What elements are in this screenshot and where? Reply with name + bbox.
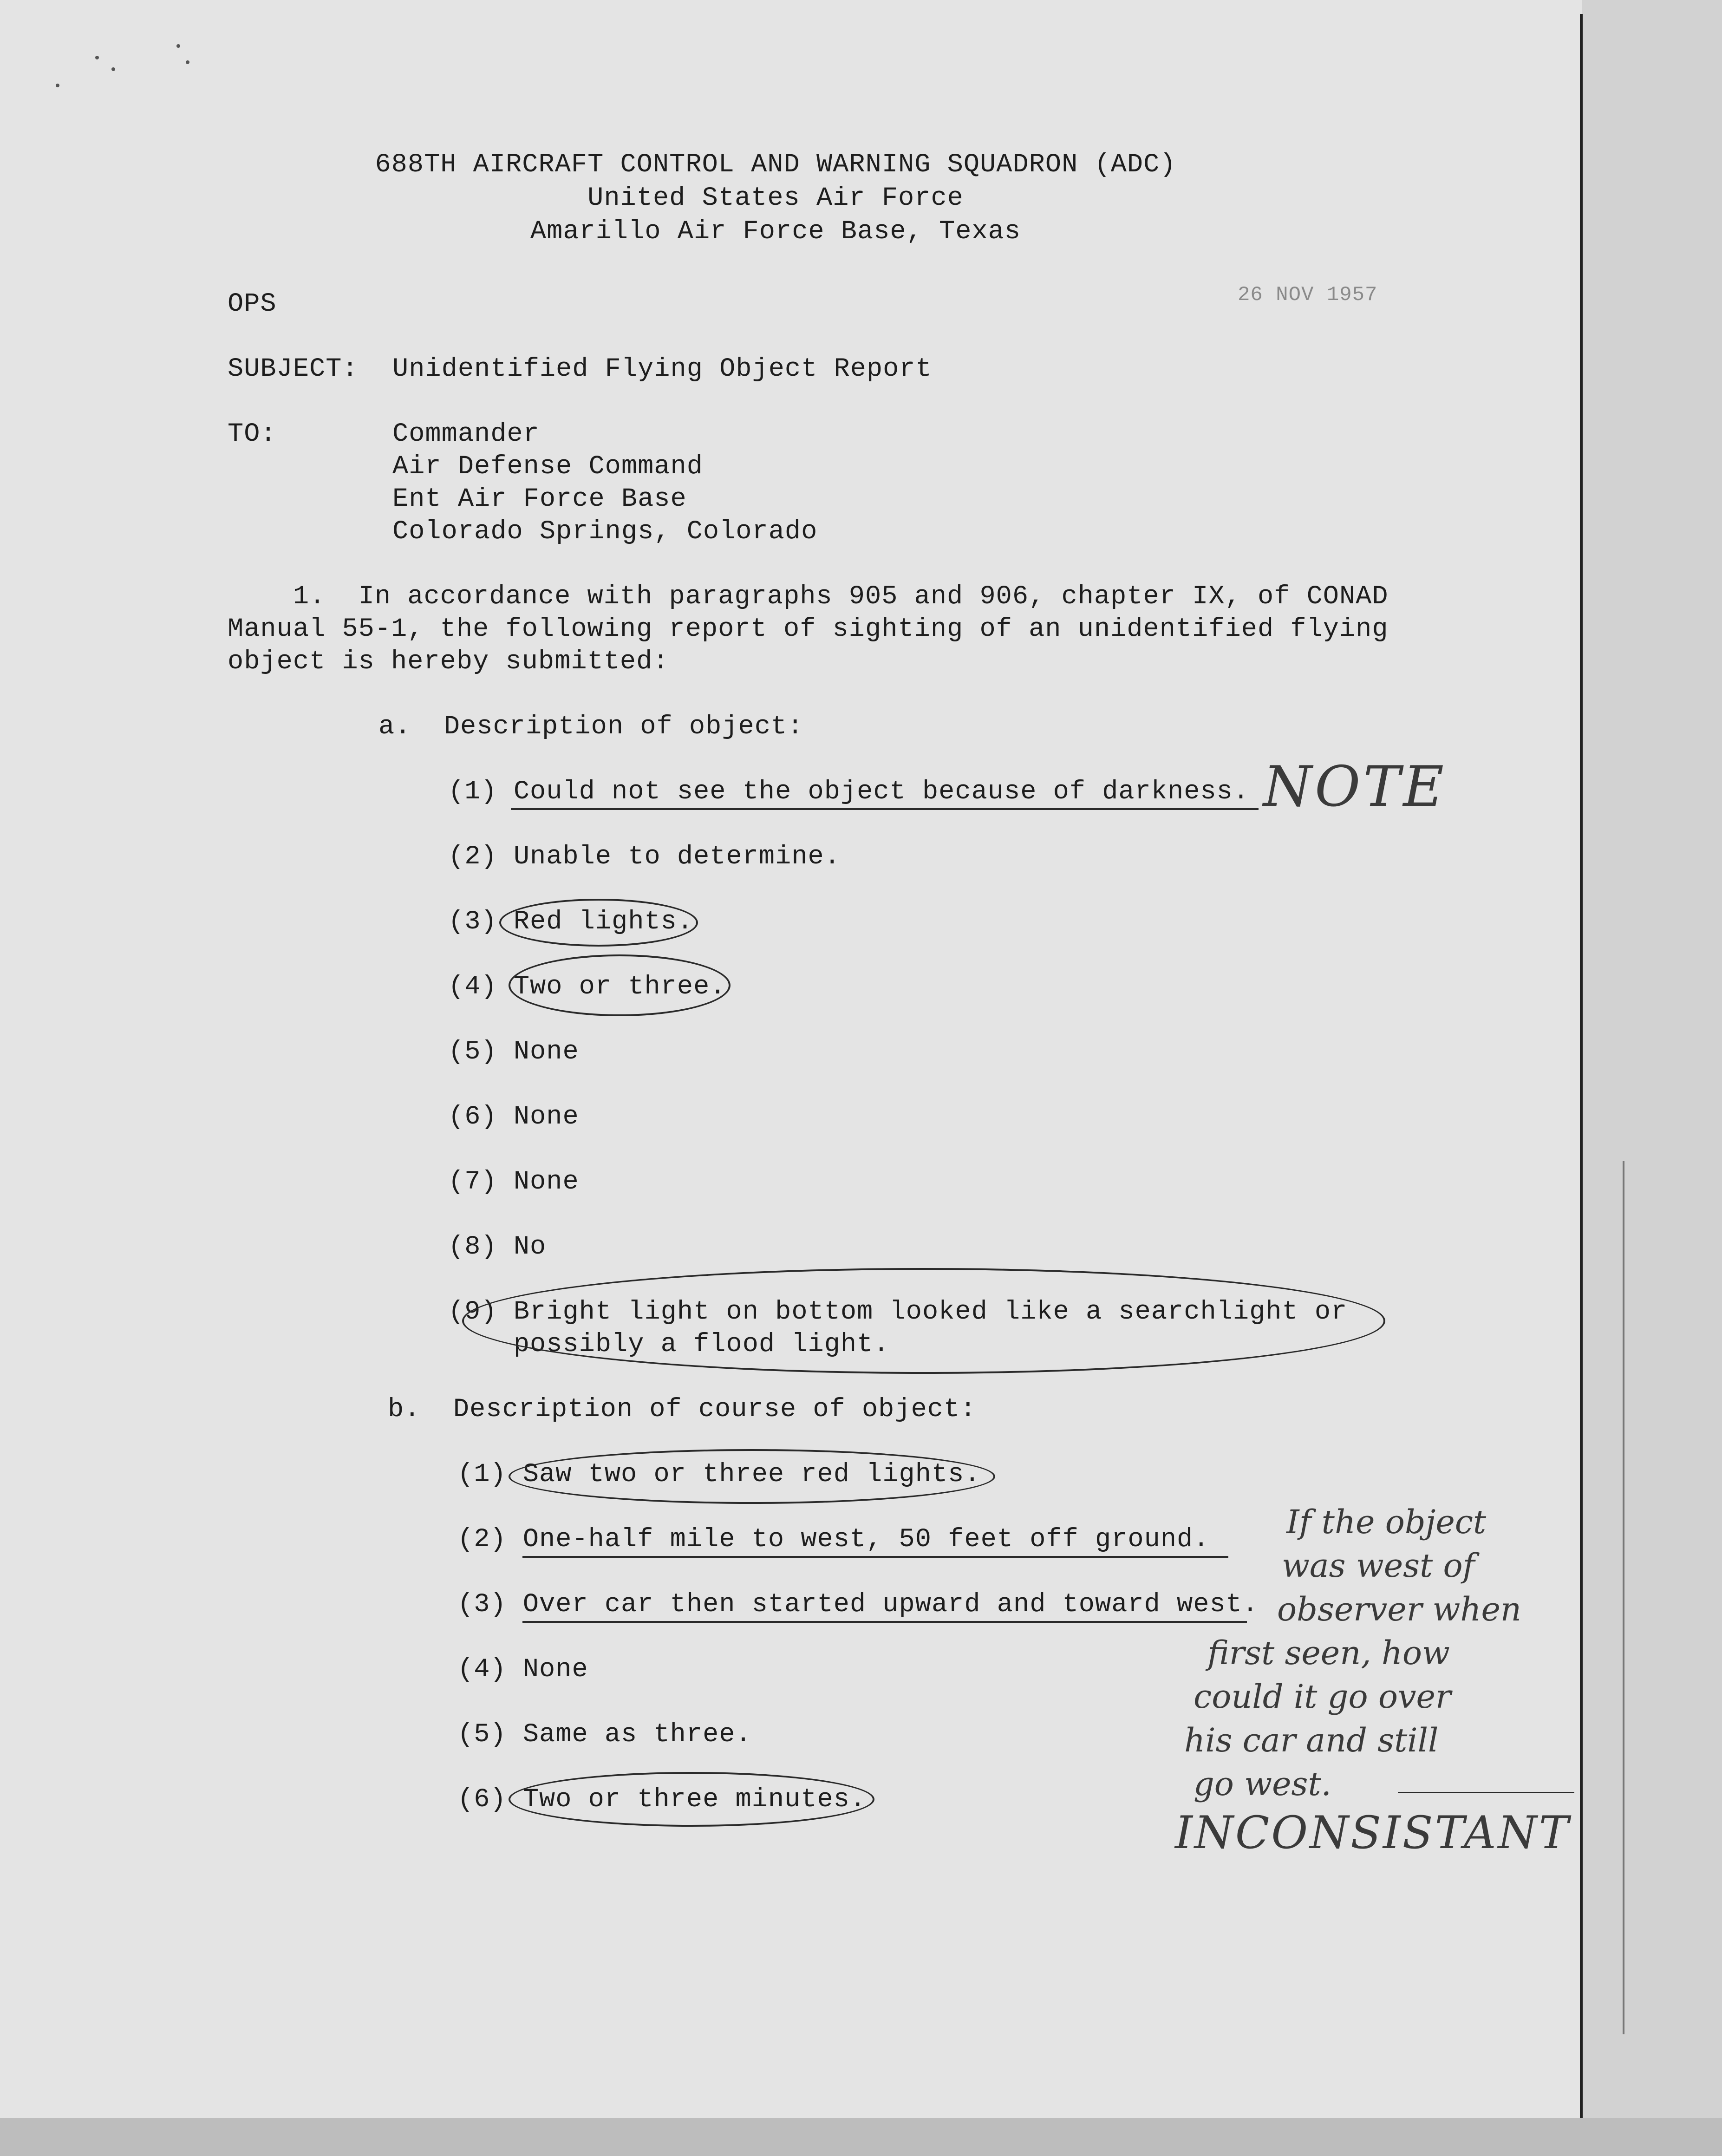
- margin-comment-line: his car and still: [1184, 1721, 1439, 1759]
- list-item: (2) One-half mile to west, 50 feet off ground.: [457, 1525, 1210, 1555]
- page-edge-right: [1582, 0, 1722, 2156]
- page-edge-line: [1580, 14, 1583, 2150]
- handwritten-underline: [511, 808, 1259, 810]
- addressee-line: Ent Air Force Base: [392, 484, 687, 514]
- page-edge-bottom: [0, 2118, 1722, 2156]
- list-item: (5) None: [448, 1037, 579, 1067]
- list-item: possibly a flood light.: [448, 1330, 890, 1359]
- list-item: (4) Two or three.: [448, 972, 726, 1002]
- list-item: (8) No: [448, 1232, 547, 1262]
- subject-value: Unidentified Flying Object Report: [392, 354, 932, 384]
- section-b-heading: b. Description of course of object:: [388, 1395, 977, 1424]
- handwritten-circle: [509, 1449, 995, 1504]
- handwritten-circle: [509, 1772, 874, 1827]
- office-symbol: OPS: [228, 289, 277, 319]
- list-item: (7) None: [448, 1167, 579, 1197]
- handwritten-circle: [499, 899, 698, 947]
- list-item: (5) Same as three.: [457, 1720, 752, 1750]
- list-item: (3) Red lights.: [448, 907, 694, 937]
- addressee-line: Colorado Springs, Colorado: [392, 517, 818, 547]
- letterhead-location: Amarillo Air Force Base, Texas: [530, 217, 1021, 247]
- letterhead-unit: 688TH AIRCRAFT CONTROL AND WARNING SQUADRON (ADC): [375, 150, 1176, 180]
- handwritten-underline: [1398, 1792, 1574, 1793]
- subject-label: SUBJECT:: [228, 354, 359, 384]
- list-item: (9) Bright light on bottom looked like a searchlight or: [448, 1297, 1348, 1327]
- handwritten-circle: [509, 954, 731, 1016]
- margin-comment-line: If the object: [1286, 1503, 1487, 1541]
- addressee-line: Air Defense Command: [392, 452, 703, 482]
- list-item: (1) Saw two or three red lights.: [457, 1460, 981, 1490]
- letterhead-service: United States Air Force: [587, 183, 964, 213]
- margin-comment-line: observer when: [1277, 1590, 1521, 1628]
- list-item: (4) None: [457, 1655, 588, 1685]
- intro-line: 1. In accordance with paragraphs 905 and 906, chapter IX, of CONAD: [228, 582, 1389, 612]
- handwritten-underline: [522, 1556, 1228, 1558]
- addressee-line: Commander: [392, 419, 540, 449]
- section-a-heading: a. Description of object:: [378, 712, 804, 742]
- margin-comment-line: was west of: [1282, 1547, 1475, 1585]
- page-edge-shadow: [1623, 1161, 1624, 2034]
- list-item: (6) None: [448, 1102, 579, 1132]
- list-item: (6) Two or three minutes.: [457, 1785, 867, 1815]
- handwritten-note: NOTE: [1263, 755, 1447, 819]
- date-stamp: 26 NOV 1957: [1238, 283, 1378, 307]
- list-item: (1) Could not see the object because of darkness.: [448, 777, 1250, 807]
- handwritten-verdict: INCONSISTANT: [1175, 1807, 1571, 1859]
- handwritten-underline: [522, 1621, 1247, 1623]
- intro-line: object is hereby submitted:: [228, 647, 669, 677]
- list-item: (2) Unable to determine.: [448, 842, 841, 872]
- to-label: TO:: [228, 419, 277, 449]
- list-item: (3) Over car then started upward and toward west.: [457, 1590, 1259, 1620]
- handwritten-circle: [462, 1268, 1385, 1374]
- intro-line: Manual 55-1, the following report of sighting of an unidentified flying: [228, 614, 1389, 644]
- margin-comment-line: first seen, how: [1207, 1634, 1450, 1672]
- margin-comment-line: go west.: [1194, 1765, 1331, 1803]
- margin-comment-line: could it go over: [1194, 1678, 1451, 1716]
